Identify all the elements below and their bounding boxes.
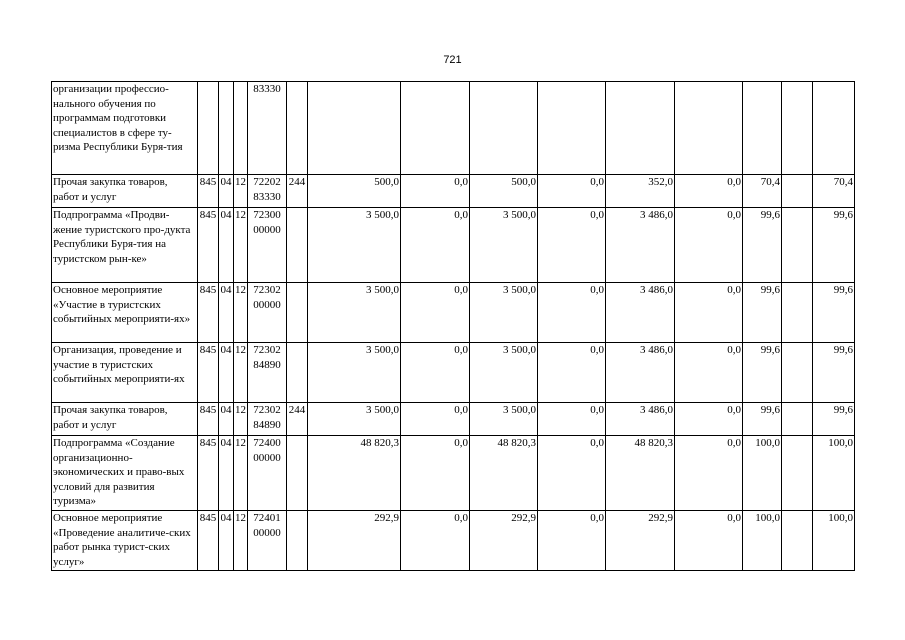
item-name: Организация, проведение и участие в туристских событийных мероприяти-ях	[52, 343, 198, 403]
amount-col-2: 0,0	[401, 208, 470, 283]
target-article-code	[248, 82, 287, 175]
amount-col-5: 3 486,0	[606, 403, 675, 436]
amount-col-4: 0,0	[538, 343, 606, 403]
section-code: 04	[219, 343, 234, 403]
amount-col-3: 292,9	[470, 511, 538, 571]
section-code: 04	[219, 403, 234, 436]
subsection-code: 12	[234, 511, 248, 571]
percent-col-2	[782, 511, 813, 571]
grbs-code: 845	[198, 175, 219, 208]
page-number: 721	[443, 54, 462, 66]
amount-col-3: 500,0	[470, 175, 538, 208]
target-article-code	[248, 436, 287, 511]
amount-col-3: 48 820,3	[470, 436, 538, 511]
target-article-code-part-2: 00000	[253, 526, 281, 539]
percent-col-2	[782, 82, 813, 175]
percent-col-3: 70,4	[813, 175, 855, 208]
subsection-code: 12	[234, 436, 248, 511]
amount-col-4: 0,0	[538, 208, 606, 283]
percent-col-3: 100,0	[813, 511, 855, 571]
target-article-code-part-2: 83330	[253, 83, 281, 95]
target-article-code-part-2: 84890	[253, 358, 281, 371]
amount-col-2: 0,0	[401, 511, 470, 571]
table-row	[52, 208, 855, 283]
table-row	[52, 283, 855, 343]
percent-col-1: 99,6	[743, 283, 782, 343]
percent-col-3: 99,6	[813, 283, 855, 343]
amount-col-6: 0,0	[675, 175, 743, 208]
amount-col-5: 48 820,3	[606, 436, 675, 511]
percent-col-2	[782, 436, 813, 511]
amount-col-4	[538, 82, 606, 175]
amount-col-1: 3 500,0	[308, 403, 401, 436]
target-article-code-part-2: 84890	[253, 418, 281, 431]
table-row	[52, 82, 855, 175]
target-article-code-part-1: 72302	[253, 404, 281, 416]
expense-type-code	[287, 283, 308, 343]
subsection-code: 12	[234, 343, 248, 403]
table-row	[52, 343, 855, 403]
percent-col-2	[782, 403, 813, 436]
item-name: Основное мероприятие «Участие в туристских событийных мероприяти-ях»	[52, 283, 198, 343]
amount-col-3: 3 500,0	[470, 343, 538, 403]
target-article-code-part-1: 72302	[253, 284, 281, 296]
percent-col-2	[782, 208, 813, 283]
subsection-code: 12	[234, 175, 248, 208]
subsection-code: 12	[234, 403, 248, 436]
amount-col-6: 0,0	[675, 511, 743, 571]
amount-col-3: 3 500,0	[470, 208, 538, 283]
table-row	[52, 403, 855, 436]
percent-col-3	[813, 82, 855, 175]
target-article-code-part-2: 83330	[253, 190, 281, 203]
target-article-code	[248, 283, 287, 343]
amount-col-1: 48 820,3	[308, 436, 401, 511]
target-article-code-part-1: 72401	[253, 512, 281, 524]
section-code: 04	[219, 511, 234, 571]
item-name: Прочая закупка товаров, работ и услуг	[52, 175, 198, 208]
amount-col-1	[308, 82, 401, 175]
table-row	[52, 175, 855, 208]
amount-col-4: 0,0	[538, 403, 606, 436]
grbs-code: 845	[198, 343, 219, 403]
grbs-code: 845	[198, 283, 219, 343]
amount-col-3	[470, 82, 538, 175]
percent-col-2	[782, 283, 813, 343]
target-article-code-part-2: 00000	[253, 298, 281, 311]
amount-col-2: 0,0	[401, 283, 470, 343]
amount-col-3: 3 500,0	[470, 403, 538, 436]
amount-col-6: 0,0	[675, 283, 743, 343]
amount-col-1: 3 500,0	[308, 343, 401, 403]
amount-col-6: 0,0	[675, 343, 743, 403]
section-code: 04	[219, 436, 234, 511]
percent-col-3: 99,6	[813, 403, 855, 436]
percent-col-2	[782, 175, 813, 208]
amount-col-2: 0,0	[401, 436, 470, 511]
target-article-code-part-2: 00000	[253, 451, 281, 464]
item-name: Подпрограмма «Продви-жение туристского про-дукта Республики Буря-тия на туристском рын-ке»	[52, 208, 198, 283]
amount-col-3: 3 500,0	[470, 283, 538, 343]
amount-col-4: 0,0	[538, 283, 606, 343]
expense-type-code	[287, 436, 308, 511]
amount-col-5: 3 486,0	[606, 208, 675, 283]
target-article-code-part-1: 72400	[253, 437, 281, 449]
amount-col-2	[401, 82, 470, 175]
subsection-code	[234, 82, 248, 175]
amount-col-4: 0,0	[538, 436, 606, 511]
item-name: Подпрограмма «Создание организационно-экономических и право-вых условий для развития туризма»	[52, 436, 198, 511]
expense-type-code	[287, 511, 308, 571]
grbs-code	[198, 82, 219, 175]
grbs-code: 845	[198, 403, 219, 436]
item-name: Основное мероприятие «Проведение аналитиче-ских работ рынка турист-ских услуг»	[52, 511, 198, 571]
percent-col-3: 99,6	[813, 343, 855, 403]
percent-col-2	[782, 343, 813, 403]
amount-col-5: 292,9	[606, 511, 675, 571]
amount-col-6: 0,0	[675, 403, 743, 436]
amount-col-6: 0,0	[675, 436, 743, 511]
percent-col-1: 99,6	[743, 403, 782, 436]
amount-col-4: 0,0	[538, 175, 606, 208]
amount-col-5: 3 486,0	[606, 283, 675, 343]
amount-col-1: 292,9	[308, 511, 401, 571]
expense-type-code: 244	[287, 175, 308, 208]
percent-col-1: 100,0	[743, 436, 782, 511]
expense-type-code	[287, 82, 308, 175]
amount-col-5: 352,0	[606, 175, 675, 208]
target-article-code-part-2: 00000	[253, 223, 281, 236]
amount-col-6: 0,0	[675, 208, 743, 283]
item-name: Прочая закупка товаров, работ и услуг	[52, 403, 198, 436]
subsection-code: 12	[234, 283, 248, 343]
subsection-code: 12	[234, 208, 248, 283]
percent-col-1	[743, 82, 782, 175]
table-row	[52, 511, 855, 571]
amount-col-2: 0,0	[401, 343, 470, 403]
budget-execution-table	[51, 81, 855, 571]
amount-col-1: 3 500,0	[308, 283, 401, 343]
amount-col-2: 0,0	[401, 175, 470, 208]
amount-col-1: 3 500,0	[308, 208, 401, 283]
grbs-code: 845	[198, 208, 219, 283]
target-article-code	[248, 403, 287, 436]
amount-col-5: 3 486,0	[606, 343, 675, 403]
percent-col-3: 99,6	[813, 208, 855, 283]
item-name: организации профессио-нального обучения по программам подготовки специалистов в сфере ту-ризма Республики Буря-тия	[52, 82, 198, 175]
target-article-code	[248, 208, 287, 283]
amount-col-4: 0,0	[538, 511, 606, 571]
table-row	[52, 436, 855, 511]
expense-type-code	[287, 208, 308, 283]
target-article-code	[248, 175, 287, 208]
section-code: 04	[219, 208, 234, 283]
grbs-code: 845	[198, 511, 219, 571]
percent-col-1: 70,4	[743, 175, 782, 208]
amount-col-5	[606, 82, 675, 175]
section-code: 04	[219, 175, 234, 208]
target-article-code-part-1: 72302	[253, 344, 281, 356]
target-article-code	[248, 511, 287, 571]
percent-col-1: 99,6	[743, 208, 782, 283]
target-article-code-part-1: 72300	[253, 209, 281, 221]
section-code	[219, 82, 234, 175]
expense-type-code	[287, 343, 308, 403]
target-article-code	[248, 343, 287, 403]
amount-col-1: 500,0	[308, 175, 401, 208]
amount-col-2: 0,0	[401, 403, 470, 436]
percent-col-3: 100,0	[813, 436, 855, 511]
percent-col-1: 99,6	[743, 343, 782, 403]
grbs-code: 845	[198, 436, 219, 511]
section-code: 04	[219, 283, 234, 343]
amount-col-6	[675, 82, 743, 175]
percent-col-1: 100,0	[743, 511, 782, 571]
target-article-code-part-1: 72202	[253, 176, 281, 188]
expense-type-code: 244	[287, 403, 308, 436]
